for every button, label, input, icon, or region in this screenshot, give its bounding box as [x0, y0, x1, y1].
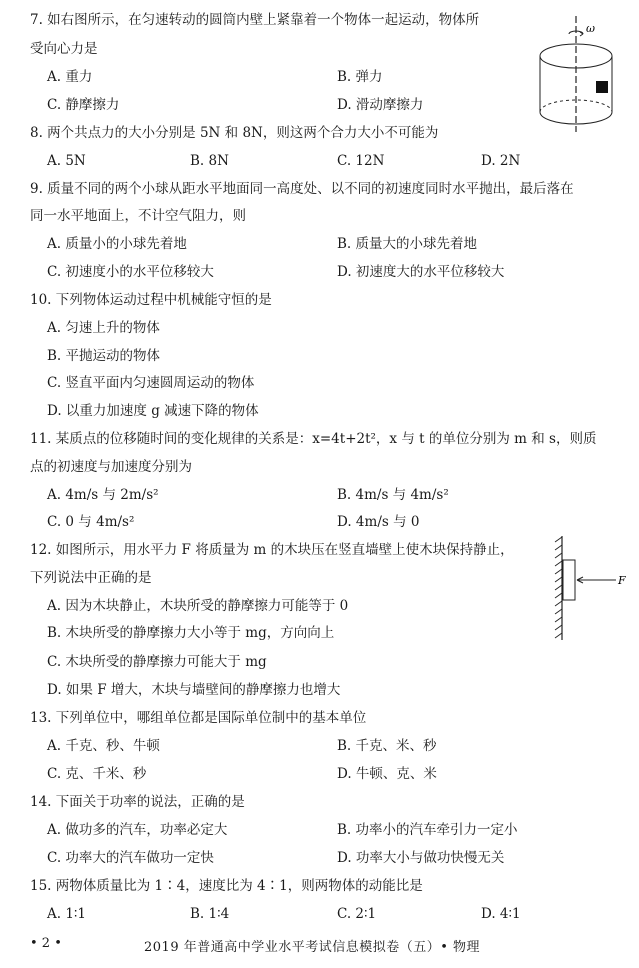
q8-option-d: D. 2N	[481, 153, 521, 169]
force-label: F	[618, 574, 626, 587]
q10-option-c: C. 竖直平面内匀速圆周运动的物体	[47, 375, 255, 391]
q15-option-b: B. 1∶4	[190, 906, 230, 922]
question-13-stem: 13. 下列单位中，哪组单位都是国际单位制中的基本单位	[30, 710, 367, 726]
q10-option-a: A. 匀速上升的物体	[47, 320, 160, 336]
page-number: • 2 •	[30, 936, 62, 951]
omega-label: ω	[586, 22, 595, 35]
question-11-stem-cont: 点的初速度与加速度分别为	[30, 459, 192, 475]
q9-option-b: B. 质量大的小球先着地	[337, 236, 478, 252]
q7-option-b: B. 弹力	[337, 69, 383, 85]
q12-option-a: A. 因为木块静止，木块所受的静摩擦力可能等于 0	[47, 598, 349, 614]
q7-option-d: D. 滑动摩擦力	[337, 97, 424, 113]
question-11-stem: 11. 某质点的位移随时间的变化规律的关系是：x=4t+2t²，x 与 t 的单位分别为 m 和 s，则质	[30, 431, 597, 447]
question-14-stem: 14. 下面关于功率的说法，正确的是	[30, 794, 245, 810]
q14-option-c: C. 功率大的汽车做功一定快	[47, 850, 214, 866]
q10-option-b: B. 平抛运动的物体	[47, 348, 161, 364]
q12-option-d: D. 如果 F 增大，木块与墙壁间的静摩擦力也增大	[47, 682, 341, 698]
question-10-stem: 10. 下列物体运动过程中机械能守恒的是	[30, 292, 272, 308]
q10-option-d: D. 以重力加速度 g 减速下降的物体	[47, 403, 259, 419]
q8-option-b: B. 8N	[190, 153, 229, 169]
footer-title: 2019 年普通高中学业水平考试信息模拟卷（五）• 物理	[144, 940, 481, 955]
q15-option-d: D. 4∶1	[481, 906, 521, 922]
question-15-stem: 15. 两物体质量比为 1∶4，速度比为 4∶1，则两物体的动能比是	[30, 878, 423, 894]
q15-option-c: C. 2∶1	[337, 906, 377, 922]
q7-option-a: A. 重力	[47, 69, 93, 85]
q11-option-a: A. 4m/s 与 2m/s²	[47, 487, 159, 503]
question-9-stem: 9. 质量不同的两个小球从距水平地面同一高度处、以不同的初速度同时水平抛出，最后落在	[30, 181, 574, 197]
q11-option-d: D. 4m/s 与 0	[337, 514, 420, 530]
q8-option-a: A. 5N	[47, 153, 86, 169]
q14-option-b: B. 功率小的汽车牵引力一定小	[337, 822, 518, 838]
q9-option-a: A. 质量小的小球先着地	[47, 236, 187, 252]
q11-option-c: C. 0 与 4m/s²	[47, 514, 135, 530]
object-block	[596, 81, 608, 93]
question-7-stem-cont: 受向心力是	[30, 41, 98, 57]
question-7-stem: 7. 如右图所示，在匀速转动的圆筒内壁上紧靠着一个物体一起运动，物体所	[30, 12, 480, 28]
wooden-block	[563, 560, 575, 600]
question-12-stem-cont: 下列说法中正确的是	[30, 570, 152, 586]
q9-option-c: C. 初速度小的水平位移较大	[47, 264, 214, 280]
q14-option-a: A. 做功多的汽车，功率必定大	[47, 822, 228, 838]
q9-option-d: D. 初速度大的水平位移较大	[337, 264, 505, 280]
question-8-stem: 8. 两个共点力的大小分别是 5N 和 8N，则这两个合力大小不可能为	[30, 125, 439, 141]
wall-block-figure	[552, 534, 632, 644]
question-12-stem: 12. 如图所示，用水平力 F 将质量为 m 的木块压在竖直墙壁上使木块保持静止，	[30, 542, 514, 558]
q14-option-d: D. 功率大小与做功快慢无关	[337, 850, 505, 866]
q15-option-a: A. 1∶1	[47, 906, 87, 922]
q12-option-c: C. 木块所受的静摩擦力可能大于 mg	[47, 654, 267, 670]
q13-option-c: C. 克、千米、秒	[47, 766, 147, 782]
question-9-stem-cont: 同一水平地面上，不计空气阻力，则	[30, 208, 246, 224]
q11-option-b: B. 4m/s 与 4m/s²	[337, 487, 449, 503]
q7-option-c: C. 静摩擦力	[47, 97, 120, 113]
rotating-cylinder-figure	[533, 14, 633, 134]
q13-option-d: D. 牛顿、克、米	[337, 766, 437, 782]
q12-option-b: B. 木块所受的静摩擦力大小等于 mg，方向向上	[47, 625, 335, 641]
q13-option-b: B. 千克、米、秒	[337, 738, 437, 754]
q13-option-a: A. 千克、秒、牛顿	[47, 738, 160, 754]
q8-option-c: C. 12N	[337, 153, 385, 169]
